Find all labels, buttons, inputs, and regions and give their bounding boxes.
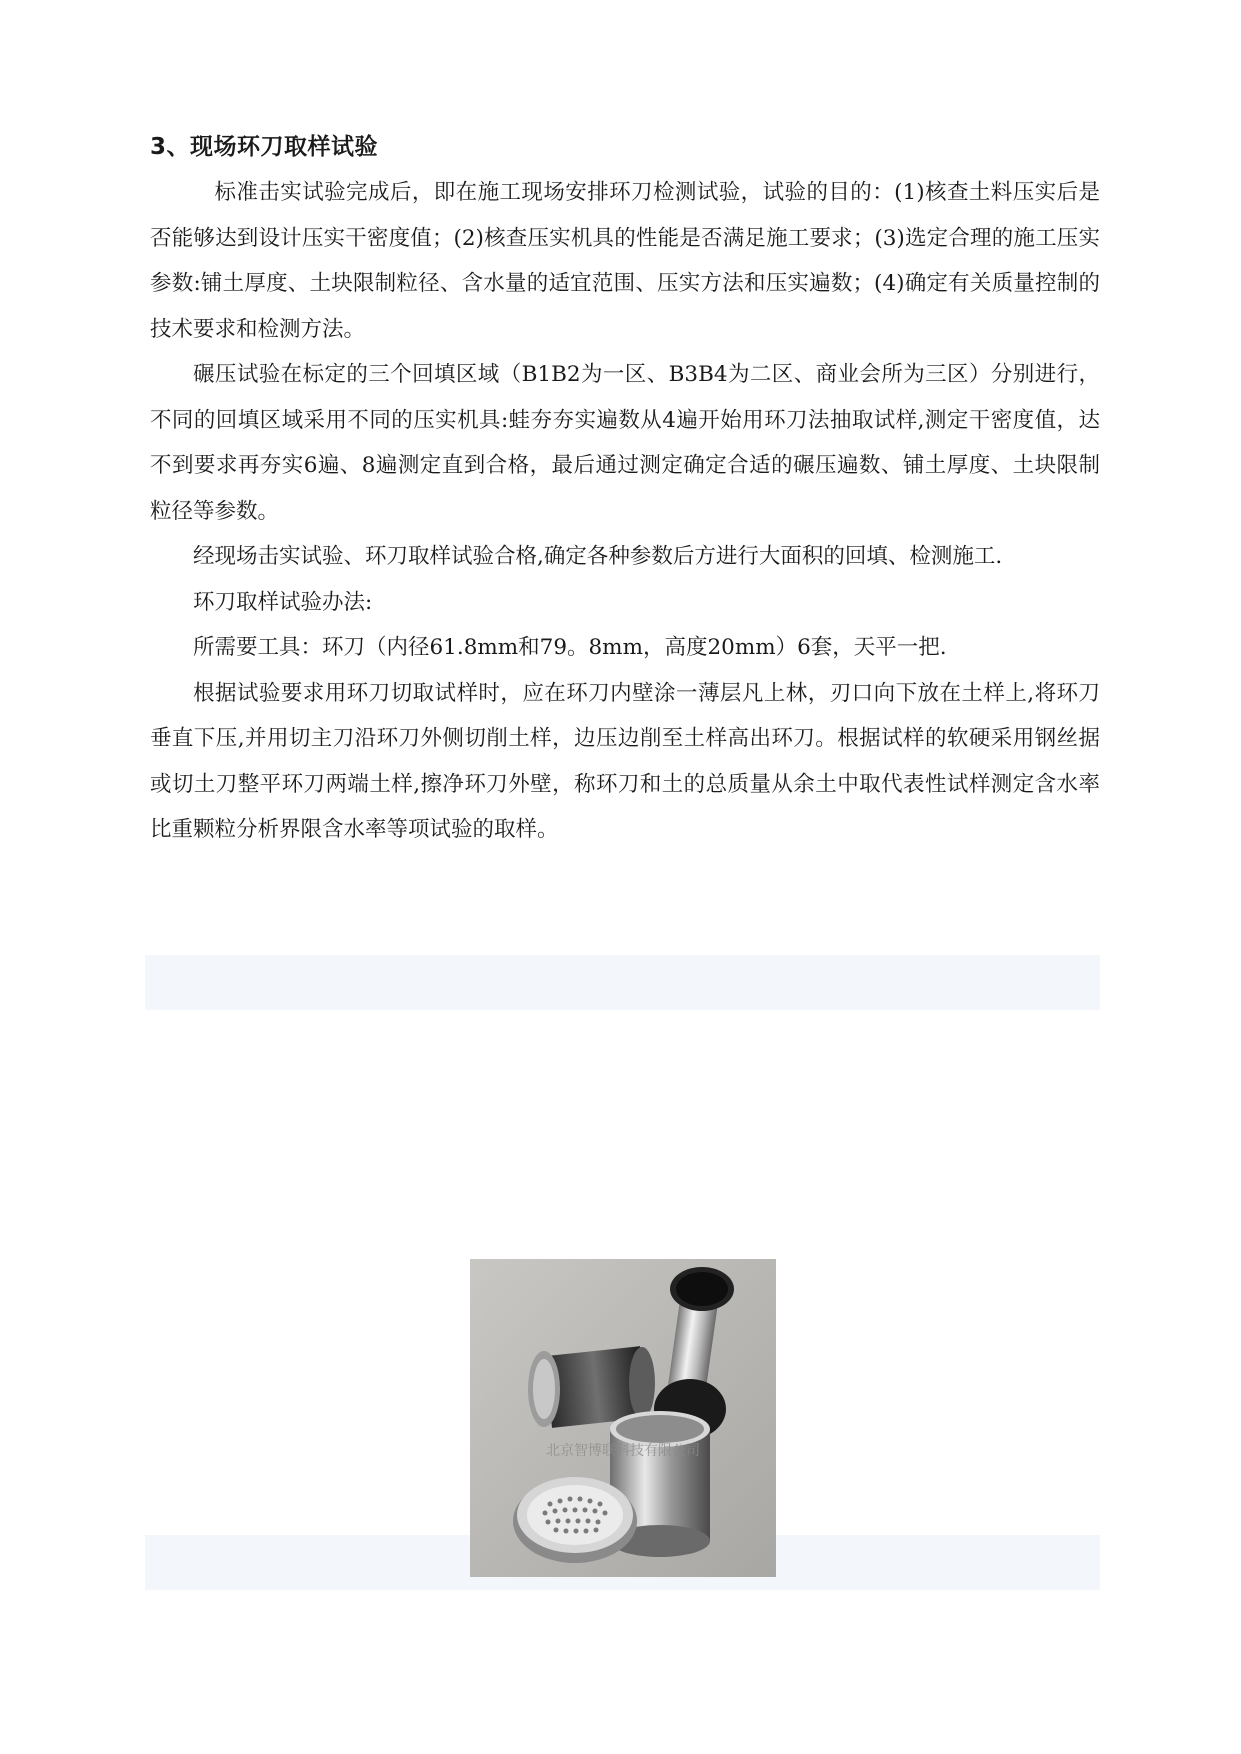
paragraph-qualified: 经现场击实试验、环刀取样试验合格,确定各种参数后方进行大面积的回填、检测施工.: [193, 544, 1003, 569]
section-heading: 3、现场环刀取样试验: [150, 134, 379, 160]
photo-watermark: 北京智博联科技有限公司: [546, 1443, 700, 1459]
shaded-band: [145, 955, 1100, 1010]
paragraph-method-title: 环刀取样试验办法:: [193, 589, 373, 615]
ring-knife-photo: [470, 1259, 776, 1577]
paragraph-purpose: 标准击实试验完成后，即在施工现场安排环刀检测试验，试验的目的：(1)核查土料压实后是否能够达到设计压实干密度值；(2)核查压实机具的性能是否满足施工要求；(3)选定合理的施工压实参数:铺土厚度、土块限制粒径、含水量的适宜范围、压实方法和压实遍数；(4)确定有关质量控制的技术要求和检测方法。: [150, 180, 1100, 342]
paragraph-compaction-trial: 碾压试验在标定的三个回填区域（B1B2为一区、B3B4为二区、商业会所为三区）分别进行，不同的回填区域采用不同的压实机具:蛙夯夯实遍数从4遍开始用环刀法抽取试样,测定干密度值，达不到要求再夯实6遍、8遍测定直到合格，最后通过测定确定合适的碾压遍数、铺土厚度、土块限制粒径等参数。: [150, 362, 1100, 524]
paragraph-procedure: 根据试验要求用环刀切取试样时，应在环刀内壁涂一薄层凡上林，刃口向下放在土样上,将环刀垂直下压,并用切主刀沿环刀外侧切削土样，边压边削至土样高出环刀。根据试样的软硬采用钢丝据或切土刀整平环刀两端土样,擦净环刀外壁，称环刀和土的总质量从余土中取代表性试样测定含水率比重颗粒分析界限含水率等项试验的取样。: [150, 680, 1100, 842]
perforated-cap: [513, 1477, 637, 1563]
paragraph-tools: 所需要工具：环刀（内径61.8mm和79。8mm，高度20mm）6套，天平一把.: [193, 635, 947, 660]
body-text: [150, 170, 1100, 853]
